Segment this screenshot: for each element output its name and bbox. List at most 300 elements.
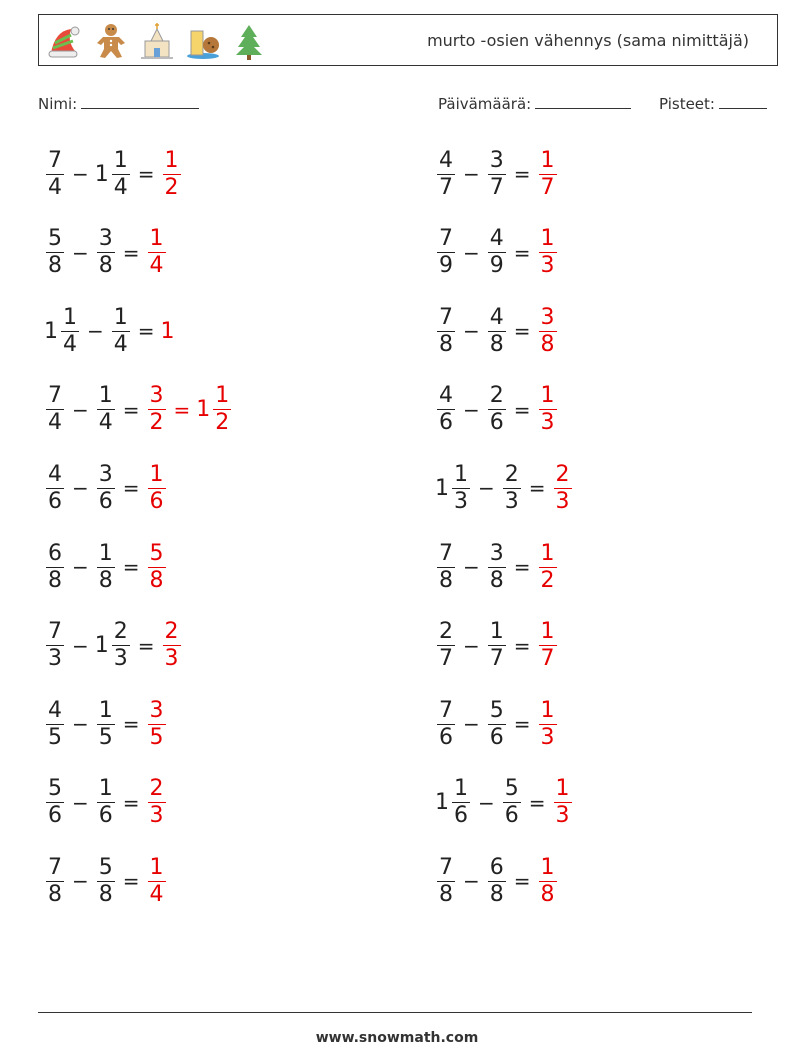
subtrahend-fraction bbox=[488, 540, 506, 593]
answer-number bbox=[146, 697, 168, 750]
answer-numerator: 2 bbox=[555, 461, 570, 487]
subtrahend-numerator: 1 bbox=[98, 776, 113, 802]
answer-numerator: 1 bbox=[540, 697, 555, 723]
problem-row bbox=[435, 380, 559, 440]
minuend-fraction bbox=[46, 697, 64, 750]
minuend-denominator: 4 bbox=[48, 174, 62, 200]
minuend-number bbox=[44, 228, 66, 277]
minuend-fraction bbox=[46, 854, 64, 907]
minus-sign: − bbox=[463, 397, 480, 422]
minuend-numerator: 1 bbox=[454, 461, 468, 487]
date-label: Päivämäärä: bbox=[438, 95, 532, 113]
equals-sign: = bbox=[528, 476, 546, 501]
minuend-numerator: 4 bbox=[48, 461, 62, 487]
answer-fraction bbox=[148, 697, 166, 750]
minuend-denominator: 6 bbox=[439, 724, 453, 750]
subtrahend-number bbox=[95, 461, 117, 514]
problem-row bbox=[435, 616, 559, 676]
gingerbread-man-icon bbox=[91, 21, 131, 61]
answer-fraction bbox=[163, 621, 181, 670]
problem-row bbox=[435, 301, 559, 361]
subtrahend-denominator: 9 bbox=[489, 253, 504, 279]
equals-sign: = bbox=[528, 790, 546, 815]
subtrahend-numerator: 4 bbox=[489, 304, 504, 330]
answer-numerator: 5 bbox=[149, 540, 164, 566]
minus-sign: − bbox=[72, 869, 89, 894]
subtrahend-number bbox=[486, 540, 508, 593]
answer-number bbox=[161, 621, 183, 670]
subtrahend-numerator: 2 bbox=[489, 383, 504, 409]
subtrahend-fraction bbox=[97, 540, 115, 593]
minuend-numerator: 4 bbox=[48, 697, 62, 723]
minuend-numerator: 4 bbox=[439, 383, 453, 409]
answer-denominator: 3 bbox=[540, 253, 555, 279]
minuend-whole: 1 bbox=[435, 475, 449, 501]
minuend-whole: 1 bbox=[44, 318, 58, 344]
subtrahend-fraction bbox=[97, 461, 115, 514]
subtrahend-fraction bbox=[488, 854, 506, 907]
minus-sign: − bbox=[463, 633, 480, 658]
subtrahend-number bbox=[110, 304, 132, 357]
answer-number bbox=[552, 778, 574, 827]
answer-numerator: 1 bbox=[540, 383, 555, 409]
problem-row bbox=[435, 144, 559, 204]
answer-denominator: 2 bbox=[164, 174, 179, 200]
problem-row bbox=[44, 537, 168, 597]
minuend-number bbox=[435, 540, 457, 593]
subtrahend-numerator: 1 bbox=[98, 383, 113, 409]
answer-number bbox=[146, 778, 168, 827]
equals-sign: = bbox=[513, 240, 531, 265]
subtrahend-whole: 1 bbox=[94, 633, 109, 659]
equals-sign: = bbox=[513, 162, 531, 186]
minus-sign: − bbox=[478, 476, 495, 501]
answer-numerator: 1 bbox=[149, 226, 164, 252]
minuend-fraction bbox=[437, 854, 455, 907]
minuend-number bbox=[435, 147, 457, 200]
minus-sign: − bbox=[463, 162, 480, 186]
minuend-number bbox=[44, 697, 66, 750]
answer-number bbox=[537, 147, 559, 200]
equals-sign: = bbox=[513, 633, 531, 658]
subtrahend-denominator: 8 bbox=[98, 881, 113, 907]
milk-and-cookies-icon bbox=[183, 21, 223, 61]
minus-sign: − bbox=[463, 555, 480, 579]
answer-fraction bbox=[148, 461, 166, 514]
answer-number bbox=[146, 540, 168, 593]
answer-number bbox=[537, 854, 559, 907]
minuend-denominator: 8 bbox=[48, 253, 62, 279]
subtrahend-numerator: 5 bbox=[98, 854, 113, 880]
subtrahend-numerator: 5 bbox=[504, 776, 519, 802]
minuend-denominator: 9 bbox=[439, 253, 453, 279]
minus-sign: − bbox=[463, 240, 480, 265]
minuend-fraction bbox=[46, 461, 64, 514]
subtrahend-fraction bbox=[112, 304, 130, 357]
answer-denominator: 7 bbox=[540, 174, 555, 200]
minuend-number bbox=[44, 147, 66, 200]
christmas-tree-icon bbox=[229, 21, 269, 61]
worksheet-header bbox=[38, 14, 778, 66]
answer-numerator: 1 bbox=[164, 147, 179, 173]
subtrahend-numerator: 1 bbox=[113, 304, 128, 330]
minus-sign: − bbox=[463, 712, 480, 737]
answer-numerator: 1 bbox=[540, 147, 555, 173]
subtrahend-fraction bbox=[97, 228, 115, 277]
answer-fraction bbox=[163, 147, 181, 200]
minuend-fraction bbox=[452, 778, 470, 827]
date-field[interactable] bbox=[438, 94, 631, 113]
answer-numerator: 2 bbox=[149, 776, 164, 802]
minuend-denominator: 8 bbox=[439, 331, 453, 357]
subtrahend-denominator: 4 bbox=[98, 410, 113, 436]
minuend-numerator: 7 bbox=[439, 226, 453, 252]
minuend-fraction bbox=[437, 147, 455, 200]
answer-fraction bbox=[539, 697, 557, 750]
minuend-numerator: 6 bbox=[48, 540, 62, 566]
minuend-number bbox=[44, 778, 66, 827]
answer-number bbox=[146, 461, 168, 514]
answer-whole: 1 bbox=[196, 397, 211, 423]
subtrahend-number bbox=[486, 304, 508, 357]
name-label: Nimi: bbox=[38, 95, 78, 113]
answer-numerator: 1 bbox=[149, 854, 164, 880]
answer-numerator: 3 bbox=[149, 383, 164, 409]
equals-sign: = bbox=[122, 397, 140, 422]
subtrahend-number bbox=[94, 147, 132, 200]
subtrahend-fraction bbox=[488, 621, 506, 670]
subtrahend-number bbox=[501, 461, 523, 514]
minuend-denominator: 4 bbox=[63, 331, 77, 357]
subtrahend-whole: 1 bbox=[94, 161, 109, 187]
subtrahend-number bbox=[95, 778, 117, 827]
subtrahend-denominator: 6 bbox=[489, 410, 504, 436]
minus-sign: − bbox=[72, 397, 89, 422]
minuend-denominator: 6 bbox=[454, 803, 468, 829]
subtrahend-number bbox=[95, 854, 117, 907]
santa-hat-icon bbox=[45, 21, 85, 61]
subtrahend-denominator: 8 bbox=[489, 567, 504, 593]
subtrahend-number bbox=[486, 385, 508, 434]
minuend-numerator: 7 bbox=[439, 854, 453, 880]
minuend-number bbox=[435, 228, 457, 277]
minuend-denominator: 7 bbox=[439, 646, 453, 672]
answer-denominator: 5 bbox=[149, 724, 164, 750]
problem-row bbox=[44, 616, 183, 676]
header-icons bbox=[45, 21, 269, 61]
subtrahend-numerator: 3 bbox=[489, 540, 504, 566]
minuend-denominator: 3 bbox=[48, 646, 62, 672]
answer-denominator: 6 bbox=[149, 488, 164, 514]
minuend-numerator: 1 bbox=[63, 304, 77, 330]
minuend-fraction bbox=[46, 778, 64, 827]
minuend-numerator: 7 bbox=[439, 697, 453, 723]
minuend-number bbox=[435, 854, 457, 907]
name-field[interactable] bbox=[38, 94, 199, 113]
minuend-numerator: 7 bbox=[48, 147, 62, 173]
minuend-numerator: 5 bbox=[48, 776, 62, 802]
answer-fraction bbox=[539, 147, 557, 200]
subtrahend-denominator: 3 bbox=[113, 646, 128, 672]
minuend-fraction bbox=[437, 385, 455, 434]
problem-row bbox=[435, 773, 574, 833]
answer-numerator: 2 bbox=[164, 619, 179, 645]
worksheet-title: murto -osien vähennys (sama nimittäjä) bbox=[427, 31, 749, 50]
subtrahend-denominator: 4 bbox=[113, 174, 128, 200]
problem-row bbox=[44, 694, 168, 754]
answer-numerator: 1 bbox=[540, 619, 555, 645]
subtrahend-numerator: 2 bbox=[113, 619, 128, 645]
answer-numerator: 3 bbox=[540, 304, 555, 330]
problem-row bbox=[435, 223, 559, 283]
equals-sign: = bbox=[513, 555, 531, 579]
subtrahend-number bbox=[486, 228, 508, 277]
subtrahend-fraction bbox=[488, 304, 506, 357]
minuend-numerator: 2 bbox=[439, 619, 453, 645]
minus-sign: − bbox=[72, 712, 89, 737]
minuend-number bbox=[435, 778, 472, 827]
subtrahend-numerator: 4 bbox=[489, 226, 504, 252]
minus-sign: − bbox=[72, 633, 89, 658]
equals-sign: = bbox=[137, 633, 155, 658]
minus-sign: − bbox=[72, 240, 89, 265]
subtrahend-denominator: 6 bbox=[98, 803, 113, 829]
answer-number bbox=[537, 385, 559, 434]
subtrahend-number bbox=[95, 385, 117, 434]
equals-sign: = bbox=[173, 397, 191, 422]
footer-url: www.snowmath.com bbox=[315, 1030, 479, 1046]
subtrahend-fraction bbox=[97, 697, 115, 750]
answer-number bbox=[537, 697, 559, 750]
equals-sign: = bbox=[122, 790, 140, 815]
subtrahend-fraction bbox=[488, 228, 506, 277]
subtrahend-fraction bbox=[503, 461, 521, 514]
minuend-number bbox=[44, 621, 66, 670]
problem-row bbox=[44, 458, 168, 518]
answer-fraction bbox=[539, 304, 557, 357]
equals-sign: = bbox=[122, 240, 140, 265]
subtrahend-denominator: 3 bbox=[504, 488, 519, 514]
answer-denominator: 8 bbox=[149, 567, 164, 593]
answer-denominator: 7 bbox=[540, 646, 555, 672]
problem-row bbox=[44, 144, 183, 204]
equals-sign: = bbox=[513, 712, 531, 737]
subtrahend-numerator: 6 bbox=[489, 854, 504, 880]
minuend-number bbox=[435, 304, 457, 357]
problem-row bbox=[44, 223, 168, 283]
answer-denominator: 8 bbox=[540, 881, 555, 907]
score-blank[interactable] bbox=[719, 94, 767, 109]
answer-denominator: 4 bbox=[149, 253, 164, 279]
answer-numerator: 3 bbox=[149, 697, 164, 723]
subtrahend-denominator: 6 bbox=[489, 724, 504, 750]
minuend-number bbox=[44, 385, 66, 434]
minus-sign: − bbox=[87, 319, 104, 344]
subtrahend-fraction bbox=[97, 778, 115, 827]
minuend-number bbox=[44, 854, 66, 907]
subtrahend-denominator: 5 bbox=[98, 724, 113, 750]
minuend-denominator: 3 bbox=[454, 488, 468, 514]
equals-sign: = bbox=[122, 869, 140, 894]
minus-sign: − bbox=[72, 555, 89, 579]
problem-row bbox=[435, 694, 559, 754]
subtrahend-fraction bbox=[488, 147, 506, 200]
minuend-numerator: 1 bbox=[454, 776, 468, 802]
problem-row bbox=[44, 301, 176, 361]
subtrahend-denominator: 4 bbox=[113, 331, 128, 357]
answer-number bbox=[537, 621, 559, 670]
answer-fraction bbox=[539, 621, 557, 670]
answer-fraction bbox=[554, 461, 572, 514]
footer-divider bbox=[38, 1012, 752, 1013]
subtrahend-denominator: 8 bbox=[489, 881, 504, 907]
subtrahend-fraction bbox=[112, 621, 130, 670]
minus-sign: − bbox=[463, 869, 480, 894]
date-blank[interactable] bbox=[535, 94, 631, 109]
minuend-number bbox=[44, 540, 66, 593]
subtrahend-number bbox=[95, 621, 132, 670]
subtrahend-denominator: 6 bbox=[504, 803, 519, 829]
minuend-numerator: 7 bbox=[48, 854, 62, 880]
minuend-numerator: 7 bbox=[48, 619, 62, 645]
answer-denominator: 2 bbox=[540, 567, 555, 593]
subtrahend-denominator: 7 bbox=[489, 174, 504, 200]
minuend-number bbox=[435, 697, 457, 750]
minuend-denominator: 6 bbox=[48, 488, 62, 514]
minuend-fraction bbox=[46, 385, 64, 434]
answer-numerator: 1 bbox=[540, 854, 555, 880]
subtrahend-numerator: 1 bbox=[98, 540, 113, 566]
minus-sign: − bbox=[72, 790, 89, 815]
subtrahend-numerator: 3 bbox=[98, 461, 113, 487]
subtrahend-numerator: 5 bbox=[489, 697, 504, 723]
subtrahend-fraction bbox=[97, 385, 115, 434]
minuend-fraction bbox=[437, 228, 455, 277]
answer-denominator: 8 bbox=[540, 331, 555, 357]
minuend-number bbox=[44, 461, 66, 514]
minuend-number bbox=[435, 385, 457, 434]
minuend-whole: 1 bbox=[435, 790, 449, 816]
answer-number bbox=[161, 319, 176, 344]
subtrahend-fraction bbox=[488, 385, 506, 434]
answer-fraction bbox=[554, 778, 572, 827]
equals-sign: = bbox=[137, 162, 155, 186]
answer-fraction bbox=[148, 228, 166, 277]
minuend-denominator: 8 bbox=[48, 881, 62, 907]
subtrahend-denominator: 6 bbox=[98, 488, 113, 514]
problem-row bbox=[44, 773, 168, 833]
answer-fraction bbox=[539, 540, 557, 593]
minuend-denominator: 5 bbox=[48, 724, 62, 750]
subtrahend-denominator: 7 bbox=[489, 646, 504, 672]
answer-number bbox=[146, 385, 168, 434]
answer-numerator: 1 bbox=[149, 461, 164, 487]
answer-fraction bbox=[539, 854, 557, 907]
minuend-fraction bbox=[437, 697, 455, 750]
minuend-denominator: 6 bbox=[439, 410, 453, 436]
problem-row bbox=[44, 380, 233, 440]
answer-fraction bbox=[148, 854, 166, 907]
answer-number bbox=[161, 147, 183, 200]
answer-number bbox=[146, 228, 168, 277]
equals-sign: = bbox=[513, 319, 531, 344]
problem-row bbox=[44, 851, 168, 911]
equals-sign: = bbox=[513, 397, 531, 422]
name-blank[interactable] bbox=[81, 94, 199, 109]
problem-row bbox=[435, 458, 574, 518]
minuend-numerator: 7 bbox=[439, 540, 453, 566]
minus-sign: − bbox=[72, 162, 89, 186]
subtrahend-number bbox=[95, 540, 117, 593]
subtrahend-number bbox=[95, 697, 117, 750]
subtrahend-denominator: 8 bbox=[98, 253, 113, 279]
minuend-number bbox=[435, 621, 457, 670]
subtrahend-numerator: 1 bbox=[113, 147, 128, 173]
answer-number bbox=[537, 228, 559, 277]
subtrahend-numerator: 2 bbox=[504, 461, 519, 487]
subtrahend-fraction bbox=[112, 147, 130, 200]
answer-fraction bbox=[539, 385, 557, 434]
score-field[interactable] bbox=[659, 94, 767, 113]
answer-denominator: 3 bbox=[164, 646, 179, 672]
answer-number bbox=[146, 854, 168, 907]
minuend-fraction bbox=[46, 540, 64, 593]
equals-sign: = bbox=[122, 476, 140, 501]
answer-denominator: 2 bbox=[149, 410, 164, 436]
subtrahend-number bbox=[486, 147, 508, 200]
answer-denominator: 2 bbox=[215, 410, 230, 436]
answer-fraction bbox=[213, 385, 231, 434]
subtrahend-number bbox=[501, 778, 523, 827]
minuend-fraction bbox=[46, 621, 64, 670]
subtrahend-fraction bbox=[97, 854, 115, 907]
minus-sign: − bbox=[478, 790, 495, 815]
subtrahend-number bbox=[486, 854, 508, 907]
subtrahend-numerator: 3 bbox=[489, 147, 504, 173]
subtrahend-numerator: 1 bbox=[98, 697, 113, 723]
answer-whole: 1 bbox=[160, 318, 175, 344]
answer-denominator: 3 bbox=[149, 803, 164, 829]
church-icon bbox=[137, 21, 177, 61]
minuend-fraction bbox=[437, 304, 455, 357]
problem-row bbox=[435, 851, 559, 911]
subtrahend-denominator: 8 bbox=[98, 567, 113, 593]
answer-fraction bbox=[539, 228, 557, 277]
minuend-denominator: 8 bbox=[439, 881, 453, 907]
minuend-fraction bbox=[46, 147, 64, 200]
minuend-numerator: 5 bbox=[48, 226, 62, 252]
subtrahend-number bbox=[95, 228, 117, 277]
minuend-denominator: 8 bbox=[48, 567, 62, 593]
minuend-fraction bbox=[437, 540, 455, 593]
minuend-fraction bbox=[452, 461, 470, 514]
minuend-number bbox=[435, 461, 472, 514]
subtrahend-number bbox=[486, 621, 508, 670]
minuend-denominator: 7 bbox=[439, 174, 453, 200]
answer-fraction bbox=[148, 385, 166, 434]
minuend-denominator: 8 bbox=[439, 567, 453, 593]
subtrahend-numerator: 1 bbox=[489, 619, 504, 645]
minus-sign: − bbox=[463, 319, 480, 344]
score-label: Pisteet: bbox=[659, 95, 715, 113]
answer-numerator: 1 bbox=[540, 540, 555, 566]
answer-denominator: 3 bbox=[540, 724, 555, 750]
minuend-fraction bbox=[46, 228, 64, 277]
subtrahend-denominator: 8 bbox=[489, 331, 504, 357]
answer-numerator: 1 bbox=[540, 226, 555, 252]
answer-number bbox=[537, 304, 559, 357]
minuend-numerator: 7 bbox=[439, 304, 453, 330]
